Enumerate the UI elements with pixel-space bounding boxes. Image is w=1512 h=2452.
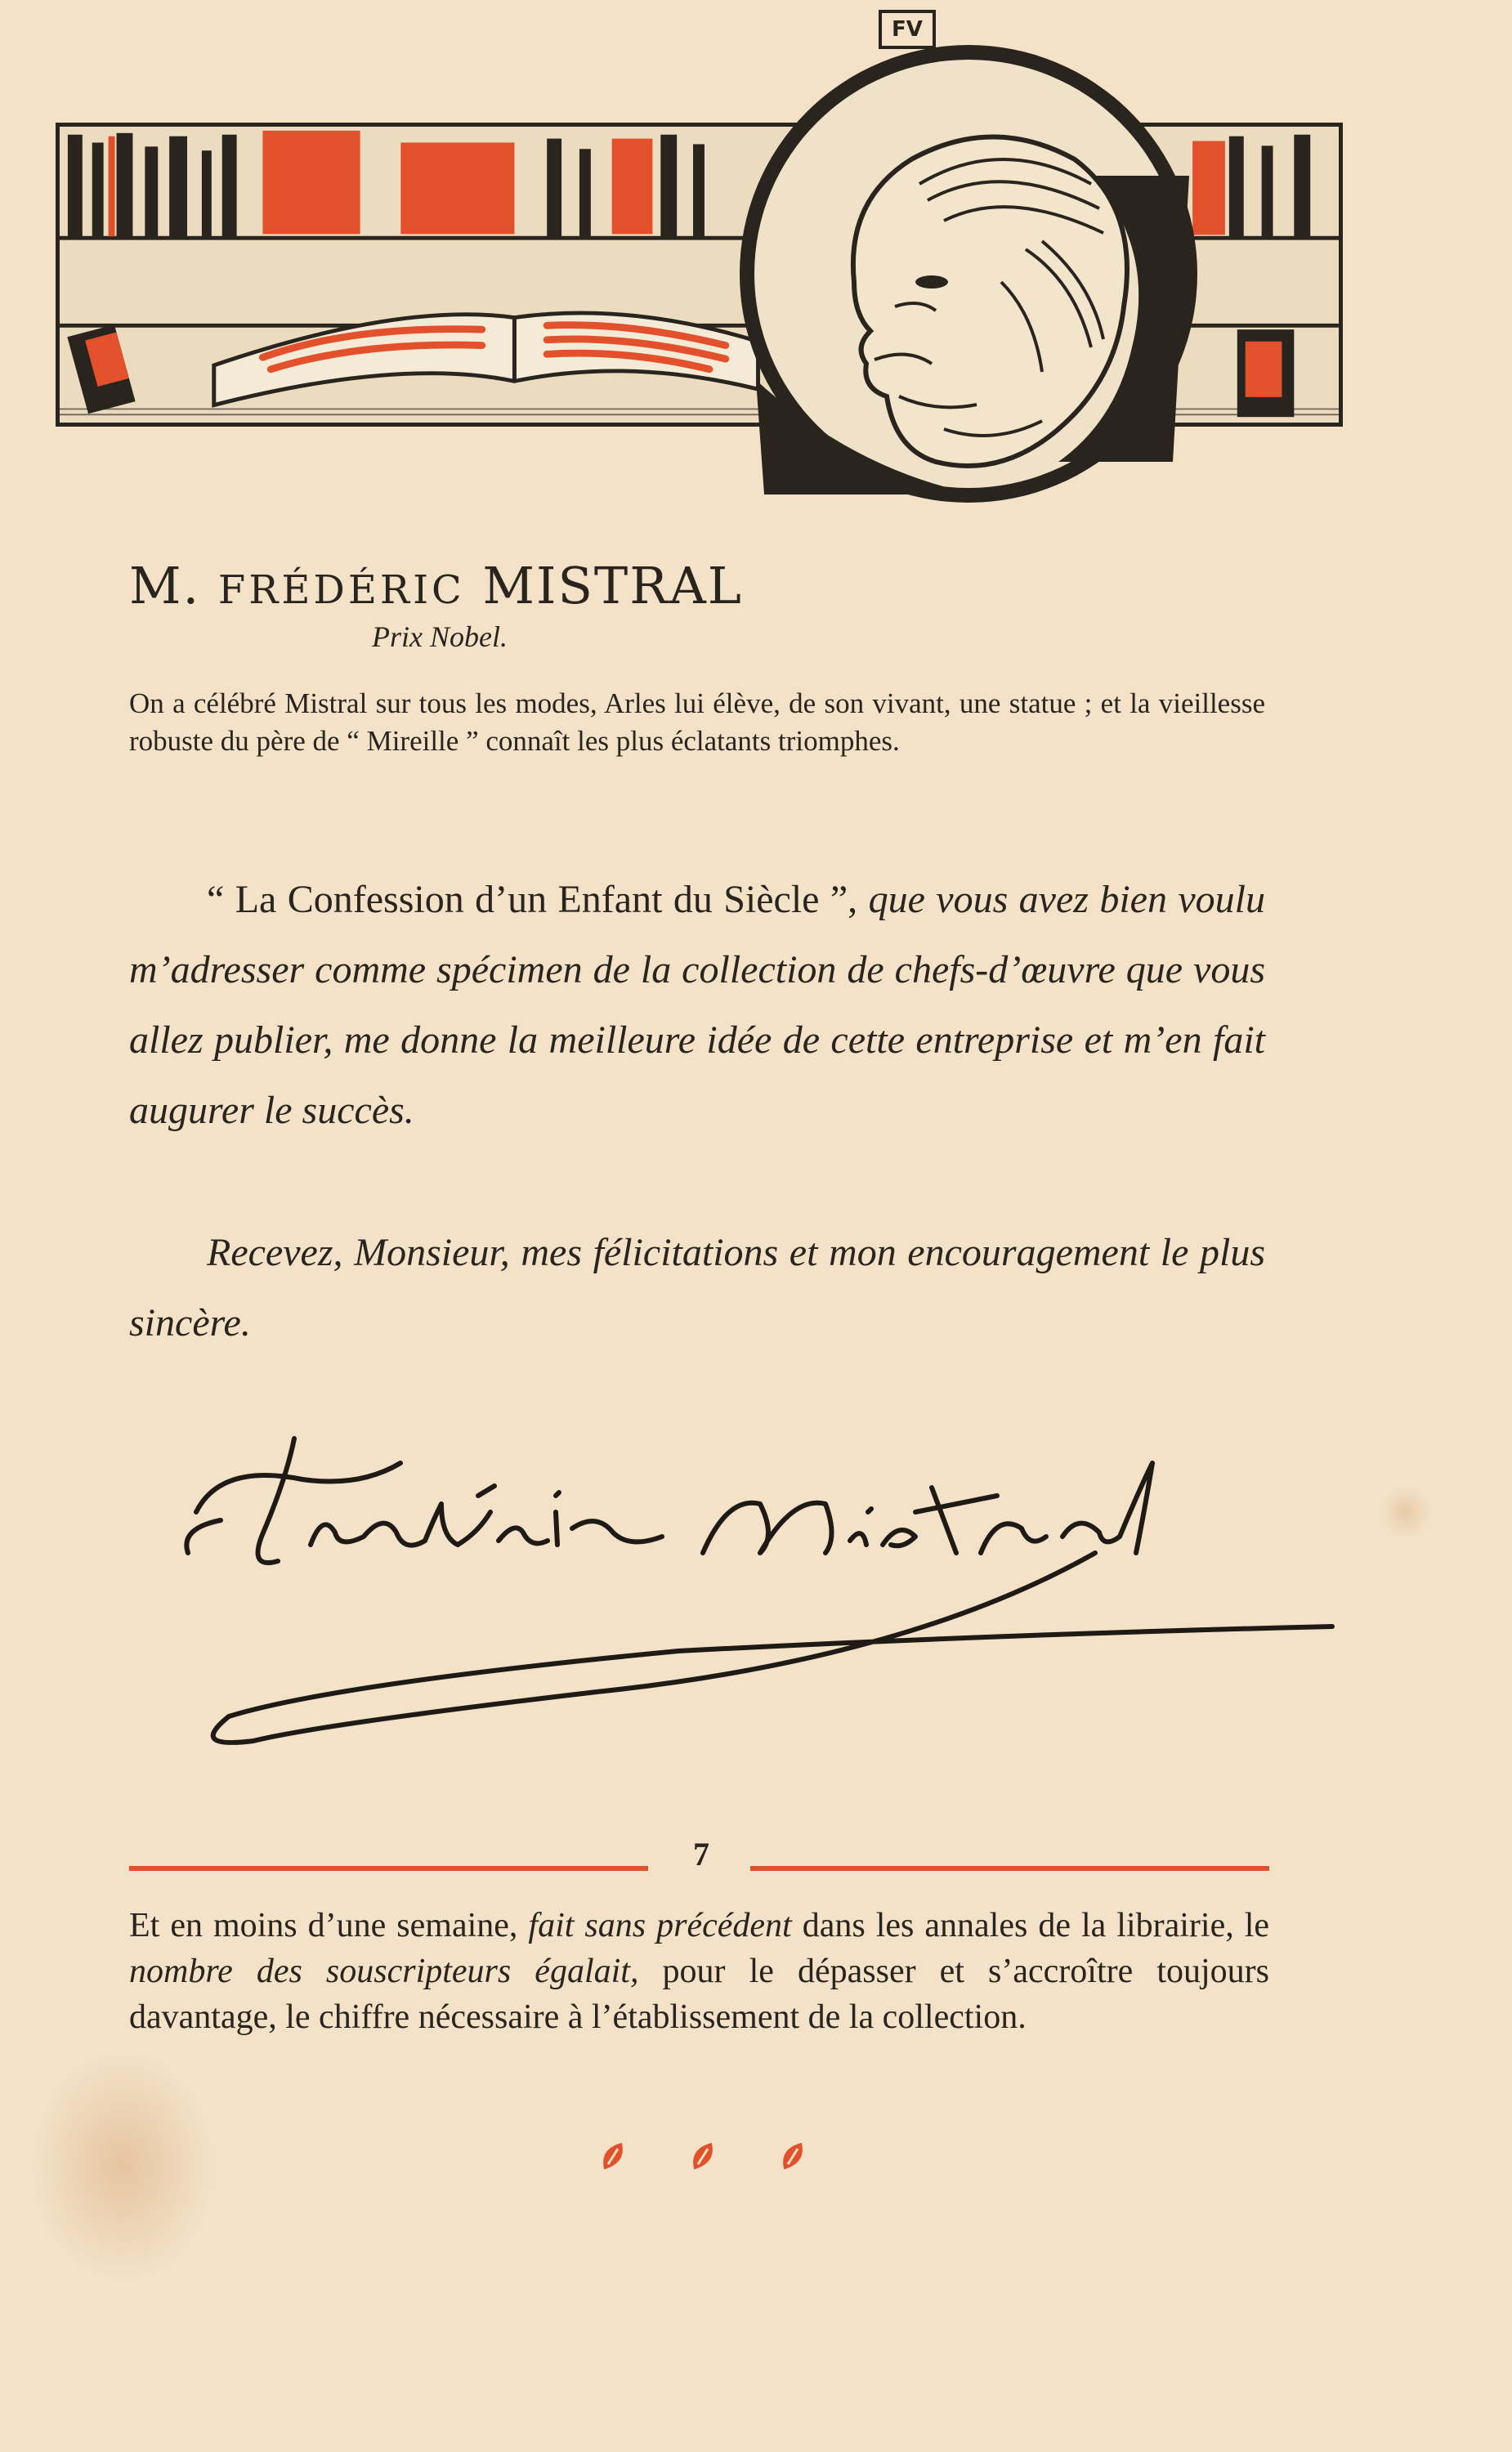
artist-monogram: FV	[879, 10, 936, 49]
footer-paragraph	[129, 1903, 1269, 2040]
footer-text-part-5: pour le dépasser et s’accroître toujours davantage, le chiffre nécessaire à l’établissement de la collection.	[129, 1953, 1269, 2036]
footer-text-part-4: nombre des souscripteurs égalait,	[129, 1953, 639, 1990]
letter-quote-paragraph	[129, 865, 1265, 1146]
letter-closing-paragraph: Recevez, Monsieur, mes félicitations et mon encouragement le plus sincère.	[129, 1231, 1265, 1345]
left-red-rule	[129, 1866, 648, 1871]
page-number: 7	[693, 1836, 709, 1873]
footer-text-part-1: Et en moins d’une semaine,	[129, 1907, 518, 1944]
entry-title-prefix: M.	[129, 556, 201, 615]
portrait-medallion-image	[731, 37, 1206, 511]
entry-title-surname: MISTRAL	[482, 556, 743, 615]
letter-quote-body: que vous avez bien voulu m’adresser comme spécimen de la collection de chefs-d’œuvre que vous allez publier, me donne la meilleure idée de cette entreprise et m’en fait augurer le succès.	[129, 878, 1265, 1132]
entry-title	[129, 556, 743, 615]
entry-subtitle: Prix Nobel.	[372, 620, 508, 653]
leaf-ornaments	[588, 2137, 834, 2174]
entry-title-first-name: FRÉDÉRIC	[217, 567, 465, 613]
footer-text-part-2: fait sans précédent	[528, 1907, 792, 1944]
right-red-rule	[750, 1866, 1269, 1871]
footer-text-part-3: dans les annales de la librairie, le	[802, 1907, 1270, 1944]
entry-intro-paragraph: On a célébré Mistral sur tous les modes, Arles lui élève, de son vivant, une statue ; et la vieillesse robuste du père de “ Mireille ” connaît les plus éclatants triomphes.	[129, 687, 1265, 757]
letter-quote-title: “ La Confession d’un Enfant du Siècle ”,	[207, 878, 858, 921]
handwritten-signature	[172, 1389, 1340, 1765]
